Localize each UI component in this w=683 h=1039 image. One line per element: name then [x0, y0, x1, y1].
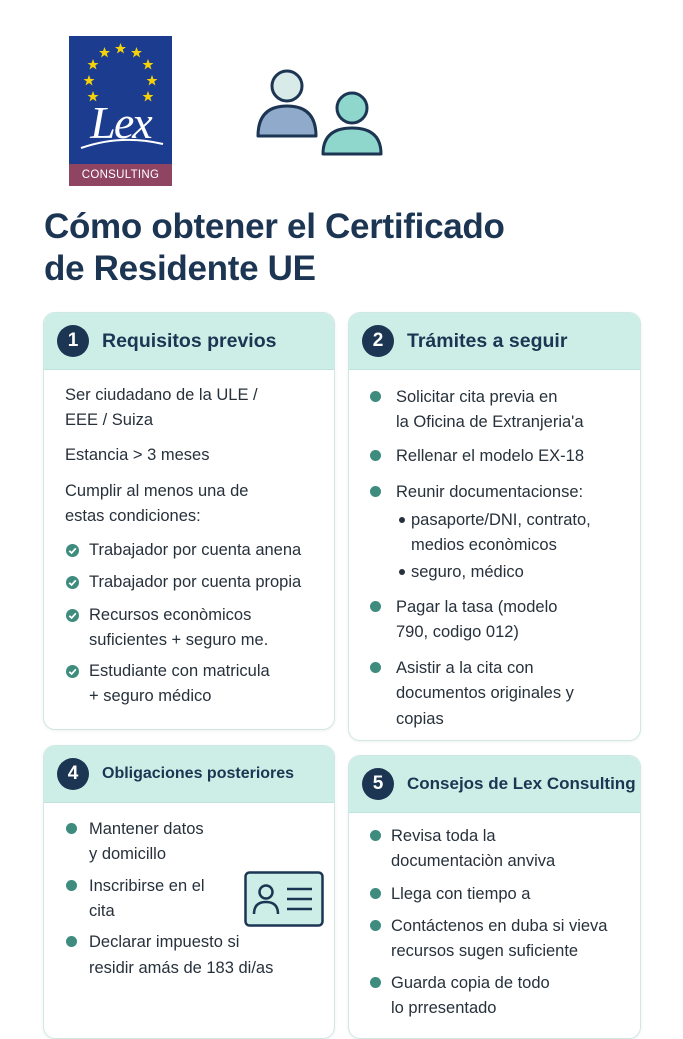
check-icon [66, 665, 79, 678]
step-text: Asistir a la cita con [396, 659, 534, 677]
sub-bullet-icon [399, 569, 405, 575]
page-title-line1: Cómo obtener el Certificado [44, 207, 505, 246]
step-text: Solicitar cita previa en [396, 388, 558, 406]
card-title: Consejos de Lex Consulting [407, 774, 636, 793]
bullet-icon [66, 880, 77, 891]
step-number-badge: 1 [57, 325, 89, 357]
card-header [349, 756, 640, 813]
page-title-line2: de Residente UE [44, 249, 316, 288]
card-requisitos [43, 312, 335, 730]
tip-text: Guarda copia de todo [391, 974, 550, 992]
logo-band-text: CONSULTING [69, 164, 172, 186]
card-header [349, 313, 640, 370]
condition-text: Trabajador por cuenta propia [89, 573, 302, 591]
logo-wordmark: Lex [90, 97, 151, 148]
bullet-icon [66, 936, 77, 947]
card-title: Requisitos previos [102, 330, 277, 352]
bullet-icon [370, 830, 381, 841]
id-card-icon [244, 871, 324, 927]
tip-text: documentaciòn anviva [391, 852, 556, 870]
tip-text: lo prresentado [391, 999, 497, 1017]
requirement-text: Estancia > 3 meses [65, 446, 210, 464]
sub-bullet-icon [399, 517, 405, 523]
card-consejos [348, 755, 641, 1039]
card-tramites [348, 312, 641, 741]
step-text: Pagar la tasa (modelo [396, 598, 558, 616]
step-text: Rellenar el modelo EX-18 [396, 447, 585, 465]
condition-text: + seguro médico [89, 687, 212, 705]
tip-text: Contáctenos en duba si vieva [391, 917, 608, 935]
check-icon [66, 609, 79, 622]
sub-step-text: seguro, médico [411, 563, 524, 581]
step-text: 790, codigo 012) [396, 623, 519, 641]
step-number-badge: 5 [362, 768, 394, 800]
obligation-text: Mantener datos [89, 820, 204, 838]
step-number-badge: 4 [57, 758, 89, 790]
lex-consulting-logo [69, 36, 172, 186]
step-text: Reunir documentacionse: [396, 483, 584, 501]
bullet-icon [370, 977, 381, 988]
condition-text: Trabajador por cuenta anena [89, 541, 302, 559]
requirement-text: Ser ciudadano de la ULE / [65, 386, 258, 404]
condition-text: Estudiante con matricula [89, 662, 270, 680]
condition-text: suficientes + seguro me. [89, 631, 269, 649]
obligation-text: Declarar impuesto si [89, 933, 240, 951]
people-icon [255, 68, 390, 158]
card-header [44, 746, 334, 803]
bullet-icon [370, 450, 381, 461]
bullet-icon [370, 486, 381, 497]
bullet-icon [370, 601, 381, 612]
requirement-text: EEE / Suiza [65, 411, 154, 429]
bullet-icon [370, 391, 381, 402]
bullet-icon [66, 823, 77, 834]
obligation-text: residir amás de 183 di/as [89, 959, 274, 977]
card-obligaciones [43, 745, 335, 1039]
card-header [44, 313, 334, 370]
bullet-icon [370, 920, 381, 931]
sub-step-text: pasaporte/DNI, contrato, [411, 511, 591, 529]
tip-text: Revisa toda la [391, 827, 496, 845]
obligation-text: cita [89, 902, 115, 920]
obligation-text: y domicillo [89, 845, 167, 863]
card-title: Trámites a seguir [407, 330, 568, 352]
requirement-text: Cumplir al menos una de [65, 482, 249, 500]
step-number-badge: 2 [362, 325, 394, 357]
page-title [44, 206, 644, 290]
condition-text: Recursos econòmicos [89, 606, 252, 624]
step-text: documentos originales y [396, 684, 574, 702]
tip-text: Llega con tiempo a [391, 885, 531, 903]
tip-text: recursos sugen suficiente [391, 942, 579, 960]
check-icon [66, 544, 79, 557]
card-title: Obligaciones posteriores [102, 765, 295, 782]
bullet-icon [370, 662, 381, 673]
bullet-icon [370, 888, 381, 899]
check-icon [66, 576, 79, 589]
obligation-text: Inscribirse en el [89, 877, 205, 895]
requirement-text: estas condiciones: [65, 507, 201, 525]
step-text: copias [396, 710, 444, 728]
step-text: la Oficina de Extranjeria'a [396, 413, 584, 431]
sub-step-text: medios econòmicos [411, 536, 557, 554]
